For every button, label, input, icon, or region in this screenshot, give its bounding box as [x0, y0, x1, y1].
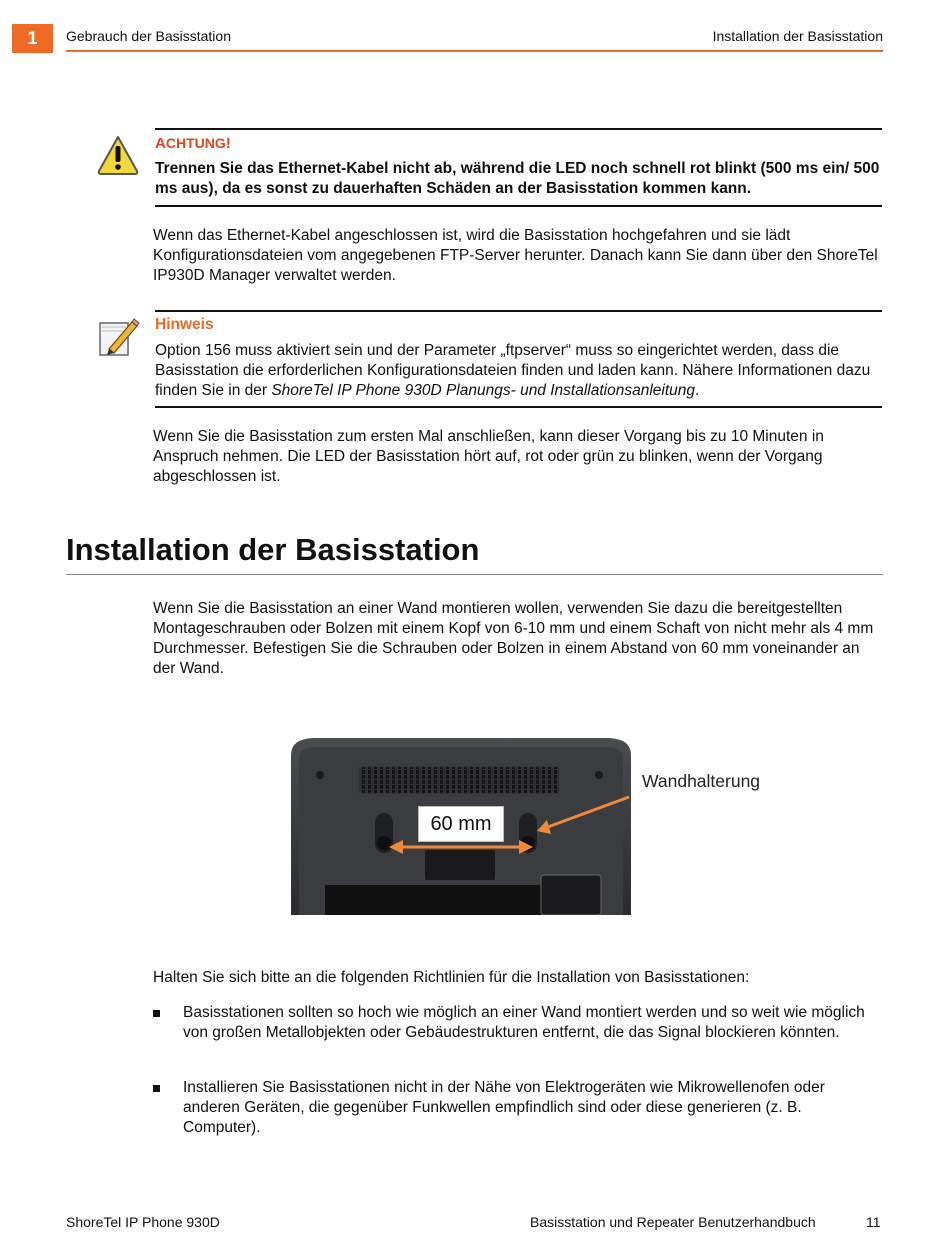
list-item-text: Basisstationen sollten so hoch wie möglich an einer Wand montiert werden und so weit wie möglich von großen Metallobjekten oder Gebäudestrukturen entfernt, die das Signal blockieren könnten. [183, 1004, 865, 1041]
note-bottom-rule [155, 406, 882, 408]
list-item-text: Installieren Sie Basisstationen nicht in der Nähe von Elektrogeräten wie Mikrowellenofen oder anderen Geräten, die gegenüber Funkwellen empfindlich sind oder diese generieren (z. B. Computer). [183, 1079, 825, 1136]
section-rule [66, 574, 883, 575]
note-pencil-icon [96, 316, 140, 358]
section-heading: Installation der Basisstation [66, 532, 480, 567]
paragraph-ethernet: Wenn das Ethernet-Kabel angeschlossen ist, wird die Basisstation hochgefahren und sie lädt Konfigurationsdateien vom angegebenen FTP-Server herunter. Danach kann Sie dann über den ShoreTel IP930D Manager verwaltet werden. [153, 227, 878, 284]
paragraph-first-connection: Wenn Sie die Basisstation zum ersten Mal anschließen, kann dieser Vorgang bis zu 10 Minuten in Anspruch nehmen. Die LED der Basisstation hört auf, rot oder grün zu blinken, wenn der Vorgang abgeschlossen ist. [153, 428, 824, 485]
warning-title: ACHTUNG! [155, 135, 231, 152]
footer-product: ShoreTel IP Phone 930D [66, 1214, 220, 1230]
note-title: Hinweis [155, 316, 214, 333]
footer-manual-title: Basisstation und Repeater Benutzerhandbuch [530, 1214, 816, 1230]
bullet-marker [153, 1085, 160, 1092]
note-top-rule [155, 310, 882, 312]
note-reference-title: ShoreTel IP Phone 930D Planungs- und Installationsanleitung [271, 382, 696, 399]
chapter-number-badge: 1 [12, 24, 53, 53]
header-section-title: Installation der Basisstation [712, 28, 883, 44]
page-number: 11 [866, 1214, 881, 1230]
warning-triangle-icon [96, 134, 140, 176]
header-rule [66, 50, 883, 52]
note-text: Option 156 muss aktiviert sein und der Parameter „ftpserver“ muss so eingerichtet werden, dass die Basisstation die erforderlichen Konfigurationsdateien finden und laden kann. Nähere Informationen dazu finden Sie in der ShoreTel IP Phone 930D Planungs- und Installationsanleitung. [155, 342, 871, 399]
guidelines-intro: Halten Sie sich bitte an die folgenden Richtlinien für die Installation von Basisstationen: [153, 969, 750, 986]
header-chapter-title: Gebrauch der Basisstation [66, 28, 231, 44]
bullet-marker [153, 1010, 160, 1017]
warning-text: Trennen Sie das Ethernet-Kabel nicht ab, während die LED noch schnell rot blinkt (500 ms ein/ 500 ms aus), da es sonst zu dauerhaften Schäden an der Basisstation kommen kann. [155, 160, 880, 197]
figure-distance-label: 60 mm [418, 806, 504, 842]
section-intro: Wenn Sie die Basisstation an einer Wand montieren wollen, verwenden Sie dazu die bereitgestellten Montageschrauben oder Bolzen mit einem Kopf von 6-10 mm und einem Schaft von nicht mehr als 4 mm Durchmesser. Befestigen Sie die Schrauben oder Bolzen in einem Abstand von 60 mm voneinander an der Wand. [153, 600, 874, 677]
warning-top-rule [155, 128, 882, 130]
warning-bottom-rule [155, 205, 882, 207]
figure-callout-label: Wandhalterung [642, 771, 761, 791]
